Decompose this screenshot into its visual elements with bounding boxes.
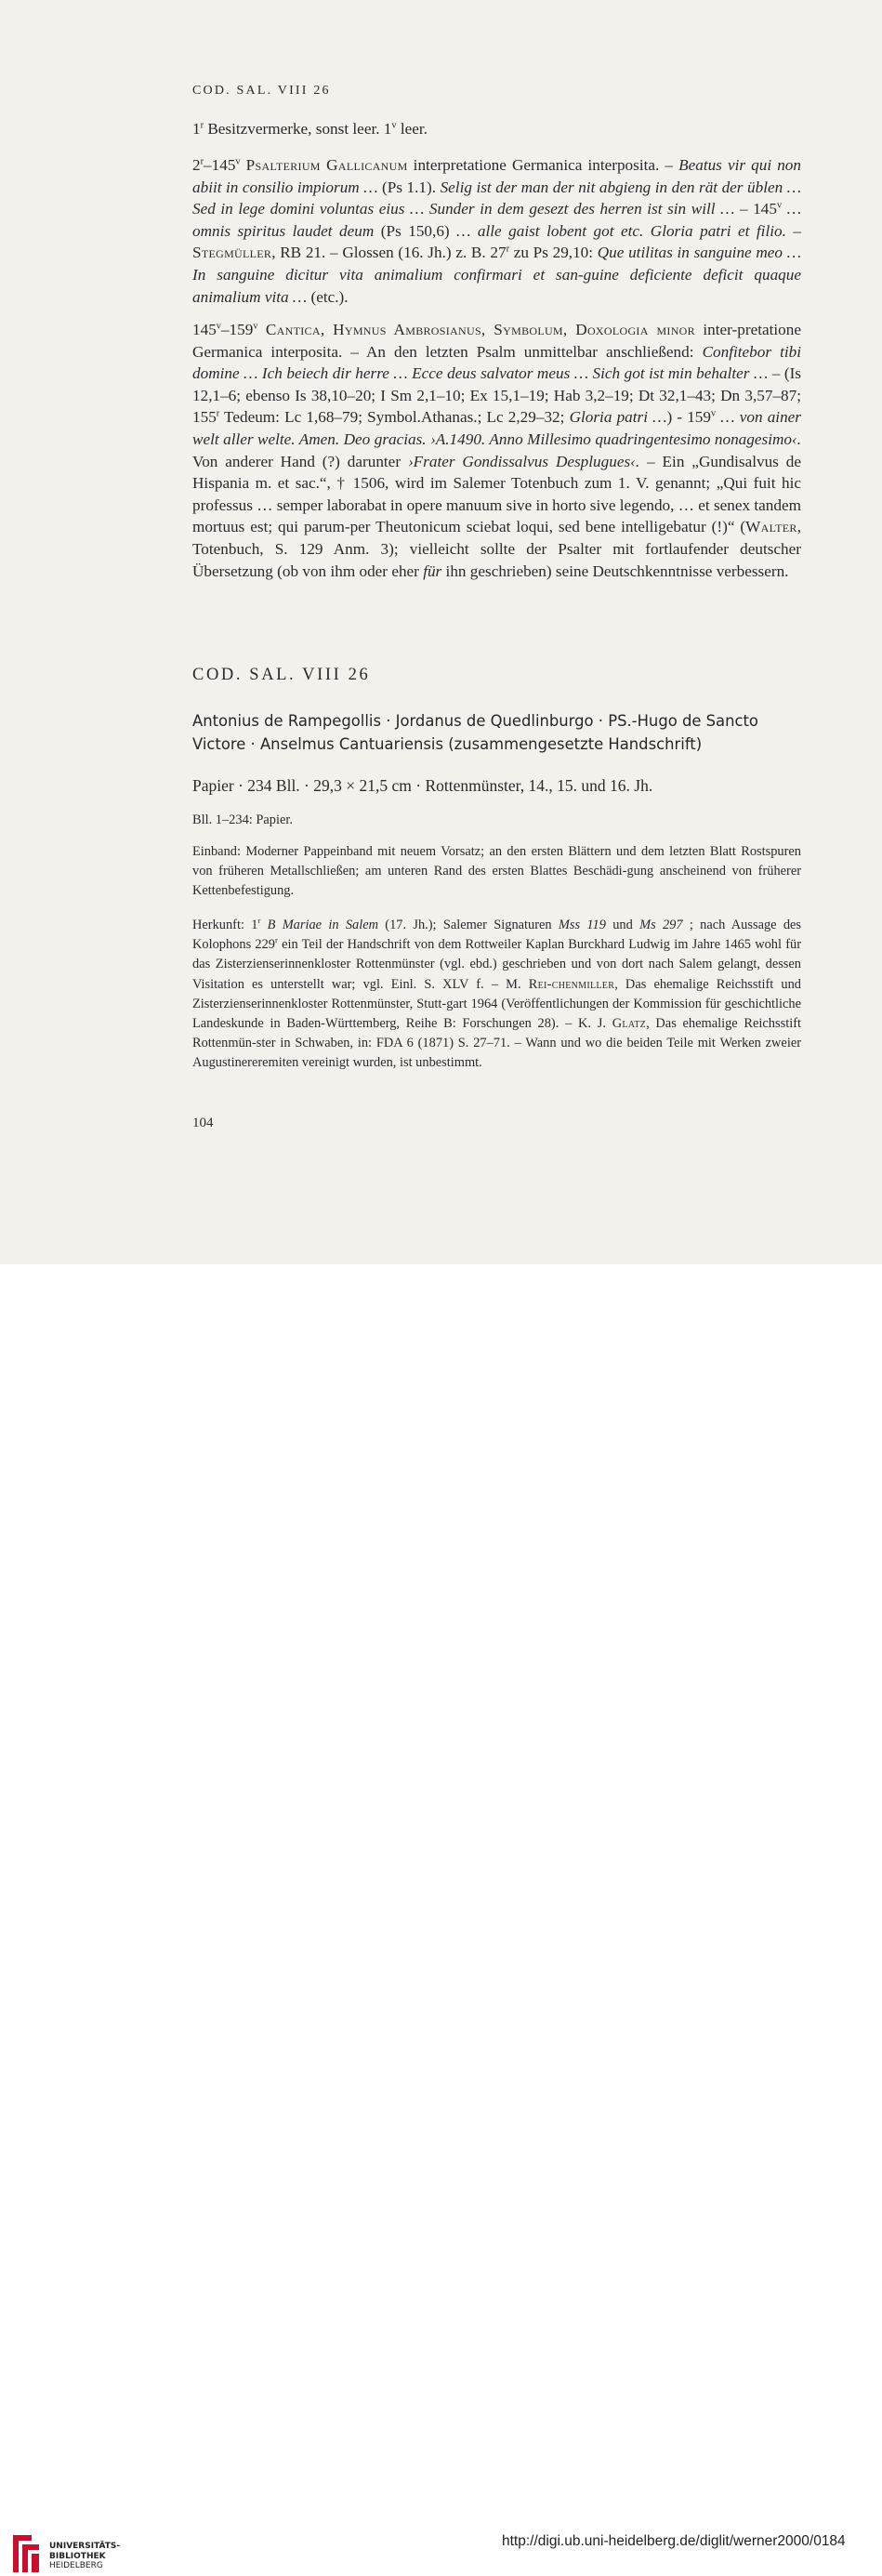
paragraph-1r: 1$^r$ Besitzvermerke, sonst leer. 1$^v$ leer. xyxy=(192,120,428,138)
source-url-link[interactable]: http://digi.ub.uni-heidelberg.de/diglit/werner2000/0184 xyxy=(502,2533,846,2549)
paragraph-einband: Einband: Moderner Pappeinband mit neuem Vorsatz; an den ersten Blättern und dem letzten Blatt Rostspuren von früheren Metallschließen; am unteren Rand des ersten Blattes Beschädi-gung anscheinend von früherer Kettenbefestigung. xyxy=(192,844,801,899)
page-number: 104 xyxy=(192,1116,214,1130)
running-head: COD. SAL. VIII 26 xyxy=(192,84,331,98)
library-name: UNIVERSITÄTS- BIBLIOTHEK HEIDELBERG xyxy=(49,2542,121,2570)
paragraph-psalterium: 2$^r$–145$^v$ Psalterium Gallicanum interpretatione Germanica interposita. – Beatus vir qui non abiit in consilio impiorum … (Ps 1.1). Selig ist der man der nit abgieng in den rät der üblen … Sed in lege domini voluntas eius … Sunder in dem gesezt des herren ist sin will … – 145$^v$ … omnis spiritus laudet deum (Ps 150,6) … alle gaist lobent got etc. Gloria patri et filio. – Stegmüller, RB 21. – Glossen (16. Jh.) z. B. 27$^r$ zu Ps 29,10: Que utilitas in sanguine meo … In sanguine dicitur vita animalium confirmari et san-guine deficiente deficit quaque animalium vita … (etc.). xyxy=(192,156,802,306)
paragraph-herkunft: Herkunft: 1$^r$ B Mariae in Salem (17. Jh.); Salemer Signaturen Mss 119 und Ms 297 ; nach Aussage des Kolophons 229$^r$ ein Teil der Handschrift von dem Rottweiler Kaplan Burckhard Ludwig im Jahre 1465 wohl für das Zisterzienserinnenkloster Rottenmünster (vgl. ebd.) geschrieben und von dort nach Salem gelangt, dessen Visitation es unterstellt war; vgl. Einl. S. XLV f. – M. Rei-chenmiller, Das ehemalige Reichsstift und Zisterzienserinnenkloster Rottenmünster, Stutt-gart 1964 (Veröffentlichungen der Kommission für geschichtliche Landeskunde in Baden-Württemberg, Reihe B: Forschungen 28). – K. J. Glatz, Das ehemalige Reichsstift Rottenmün-ster in Schwaben, in: FDA 6 (1871) S. 27–71. – Wann und wo die beiden Teile mit Werken zweier Augustinereremiten vereinigt wurden, ist unbestimmt. xyxy=(192,916,802,1071)
physical-description: Papier · 234 Bll. · 29,3 × 21,5 cm · Rottenmünster, 14., 15. und 16. Jh. xyxy=(192,776,653,795)
manuscript-title: Antonius de Rampegollis · Jordanus de Quedlinburgo · PS.-Hugo de Sancto Victore · Anselmus Cantuariensis (zusammengesetzte Handschrift) xyxy=(192,712,758,753)
cod-heading: COD. SAL. VIII 26 xyxy=(192,666,371,684)
document-page xyxy=(0,0,882,1264)
paragraph-cantica: 145$^v$–159$^v$ Cantica, Hymnus Ambrosianus, Symbolum, Doxologia minor inter-pretatione Germanica interposita. – An den letzten Psalm unmittelbar anschließend: Confitebor tibi domine … Ich beiech dir herre … Ecce deus salvator meus … Sich got ist min behalter … – (Is 12,1–6; ebenso Is 38,10–20; I Sm 2,1–10; Ex 15,1–19; Hab 3,2–19; Dt 32,1–43; Dn 3,57–87; 155$^r$ Tedeum: Lc 1,68–79; Symbol.Athanas.; Lc 2,29–32; Gloria patri …) - 159$^v$ … von ainer welt aller welte. Amen. Deo gracias. ›A.1490. Anno Millesimo quadringentesimo nonagesimo‹. Von anderer Hand (?) darunter ›Frater Gondissalvus Desplugues‹. – Ein „Gundisalvus de Hispania m. et sac.“, † 1506, wird im Salemer Totenbuch zum 1. V. genannt; „Qui fuit hic professus … semper laborabat in opere manuum sive in horto sive legendo, … et senex tandem mortuus est; qui parum-per Theutonicum sciebat loqui, sed bene intelligebatur (!)“ (Walter, Totenbuch, S. 129 Anm. 3); vielleicht sollte der Psalter mit fortlaufender deutscher Übersetzung (ob von ihm oder eher für ihn geschrieben) seine Deutschkenntnisse verbessern. xyxy=(192,321,801,580)
university-library-logo-icon xyxy=(9,2531,43,2576)
footer-bar xyxy=(0,1264,882,2570)
folio-material: Bll. 1–234: Papier. xyxy=(192,812,293,827)
